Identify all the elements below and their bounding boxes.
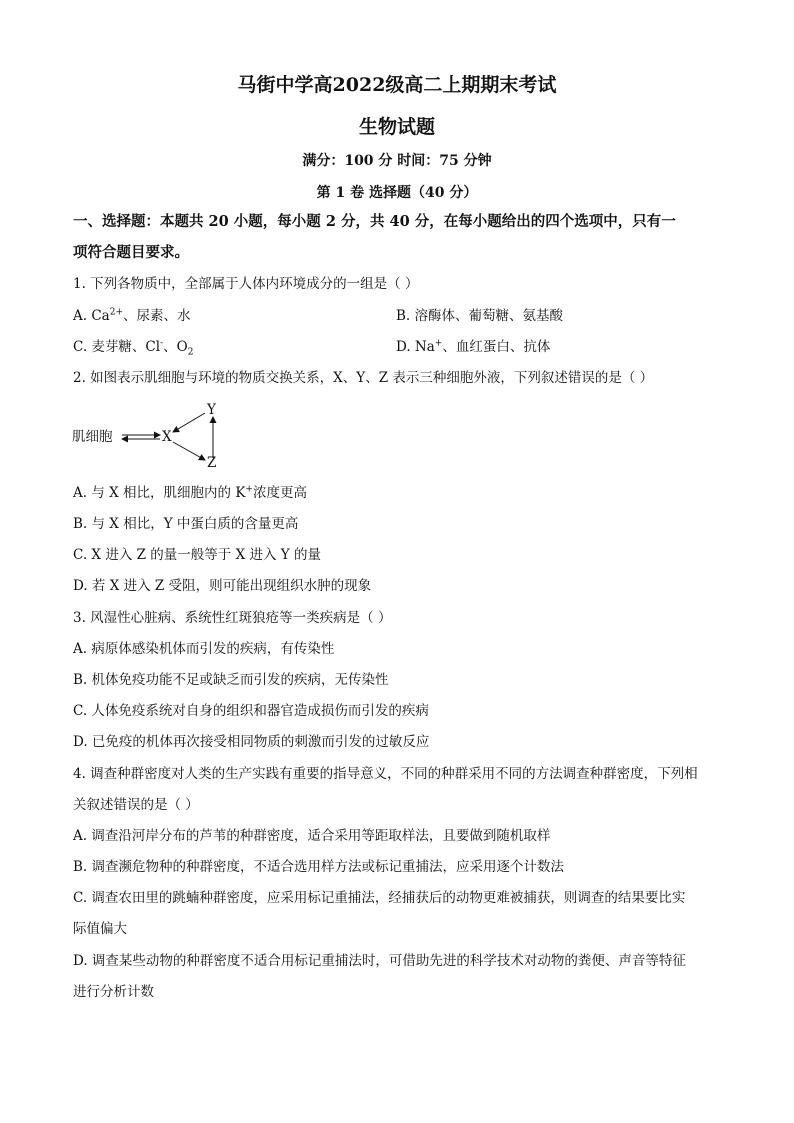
q4-option-c-line-1: C. 调查农田里的跳蝻种群密度，应采用标记重捕法，经捕获后的动物更难被捕获，则调查的结果要比实 [73,890,686,906]
q3-option-a: A. 病原体感染机体而引发的疾病，有传染性 [73,641,335,657]
q1-option-a: A. $Ca^{2+}$、尿素、水 [73,307,191,324]
q4-stem-line-2: 关叙述错误的是（ ） [73,797,199,813]
q2-stem: 2. 如图表示肌细胞与环境的物质交换关系，X、Y、Z 表示三种细胞外液，下列叙述错误的是（ ） [73,370,654,386]
q4-option-c-line-2: 际值偏大 [73,921,127,937]
q4-option-d-line-2: 进行分析计数 [73,984,154,1000]
exam-title: 马街中学高2022级高二上期期末考试 [237,74,557,96]
q2-option-a: A. 与 X 相比，肌细胞内的 K+浓度更高 [73,484,307,501]
fluid-exchange-diagram [70,400,230,472]
q4-option-a: A. 调查沿河岸分布的芦苇的种群密度，适合采用等距取样法，且要做到随机取样 [73,828,551,844]
q3-stem: 3. 风湿性心脏病、系统性红斑狼疮等一类疾病是（ ） [73,610,392,626]
diagram-label-z: Z [207,455,217,471]
q4-option-d-line-1: D. 调查某些动物的种群密度不适合用标记重捕法时，可借助先进的科学技术对动物的粪便、声音等特征 [73,953,686,969]
q4-option-b: B. 调查濒危物种的种群密度，不适合选用样方法或标记重捕法，应采用逐个计数法 [73,859,565,875]
instructions-line-2: 项符合题目要求。 [73,244,189,261]
q3-option-b: B. 机体免疫功能不足或缺乏而引发的疾病，无传染性 [73,672,389,688]
exam-info: 满分：100 分 时间：75 分钟 [302,153,492,169]
q1-option-d: D. Na+、血红蛋白、抗体 [396,338,551,355]
q2-option-d: D. 若 X 进入 Z 受阻，则可能出现组织水肿的现象 [73,578,372,594]
q4-stem-line-1: 4. 调查种群密度对人类的生产实践有重要的指导意义，不同的种群采用不同的方法调查种群密度，下列相 [73,766,698,782]
q1-stem: 1. 下列各物质中，全部属于人体内环境成分的一组是（ ） [73,276,419,292]
q2-option-c: C. X 进入 Z 的量一般等于 X 进入 Y 的量 [73,547,321,563]
q1-option-c: C. 麦芽糖、Cl-、$O_2$ [73,338,194,358]
arrow-x-to-z [173,442,205,460]
q3-option-d: D. 已免疫的机体再次接受相同物质的刺激而引发的过敏反应 [73,734,430,750]
diagram-label-y: Y [207,402,216,418]
subject-title: 生物试题 [358,116,435,138]
diagram-label-cell: 肌细胞 [72,429,113,445]
diagram-label-x: X [162,429,172,445]
q2-option-b: B. 与 X 相比，Y 中蛋白质的含量更高 [73,516,299,532]
section-heading: 第 1 卷 选择题（40 分） [316,185,478,201]
q3-option-c: C. 人体免疫系统对自身的组织和器官造成损伤而引发的疾病 [73,703,429,719]
q1-option-b: B. 溶酶体、葡萄糖、氨基酸 [396,308,564,324]
instructions-line-1: 一、选择题：本题共 20 小题，每小题 2 分，共 40 分，在每小题给出的四个选项中，只有一 [73,213,676,230]
